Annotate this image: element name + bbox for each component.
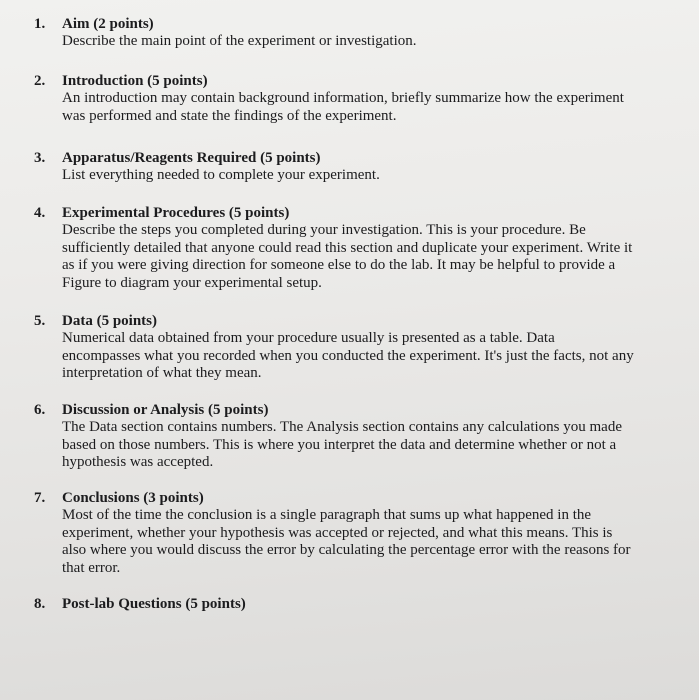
section-description-line: Describe the steps you completed during your investigation. This is your procedure. Be — [62, 222, 586, 238]
section-description-line: based on those numbers. This is where you interpret the data and determine whether or not a — [62, 436, 617, 453]
section-description-line: as if you were giving direction for someone else to do the lab. It may be helpful to provide a — [62, 257, 616, 273]
section-heading: Aim (2 points) — [62, 16, 154, 32]
section-description-line: Describe the main point of the experiment or investigation. — [62, 33, 417, 49]
section-heading: Data (5 points) — [62, 313, 158, 329]
section-heading: Post-lab Questions (5 points) — [62, 596, 246, 612]
section-heading: Conclusions (3 points) — [62, 490, 204, 506]
item-number: 1. — [34, 16, 46, 32]
section-description-line: encompasses what you recorded when you conducted the experiment. It's just the facts, not any — [62, 347, 634, 364]
section-description-line: Most of the time the conclusion is a single paragraph that sums up what happened in the — [62, 507, 592, 523]
section-description-line: Figure to diagram your experimental setup. — [62, 274, 322, 291]
item-number: 7. — [34, 490, 46, 506]
section-description-line: also where you would discuss the error by calculating the percentage error with the reasons for — [62, 542, 631, 558]
section-description-line: was performed and state the findings of the experiment. — [62, 107, 397, 124]
item-number: 5. — [34, 313, 46, 329]
item-number: 8. — [34, 596, 46, 612]
item-number: 2. — [34, 73, 46, 89]
item-number: 4. — [34, 205, 46, 221]
section-description-line: experiment, whether your hypothesis was accepted or rejected, and what this means. This is — [62, 524, 613, 541]
section-heading: Apparatus/Reagents Required (5 points) — [62, 150, 321, 166]
item-number: 6. — [34, 402, 46, 418]
section-heading: Introduction (5 points) — [62, 73, 208, 89]
section-heading: Experimental Procedures (5 points) — [62, 205, 290, 221]
section-description-line: Numerical data obtained from your procedure usually is presented as a table. Data — [62, 330, 555, 346]
item-number: 3. — [34, 150, 46, 166]
section-description-line: The Data section contains numbers. The Analysis section contains any calculations you made — [62, 419, 622, 435]
section-description-line: hypothesis was accepted. — [62, 454, 214, 470]
section-description-line: that error. — [62, 559, 121, 576]
section-heading: Discussion or Analysis (5 points) — [62, 402, 269, 418]
section-description-line: sufficiently detailed that anyone could read this section and duplicate your experiment. Write it — [62, 239, 633, 256]
section-description-line: List everything needed to complete your experiment. — [62, 167, 380, 183]
section-description-line: An introduction may contain background information, briefly summarize how the experiment — [62, 90, 624, 106]
section-description-line: interpretation of what they mean. — [62, 365, 262, 381]
